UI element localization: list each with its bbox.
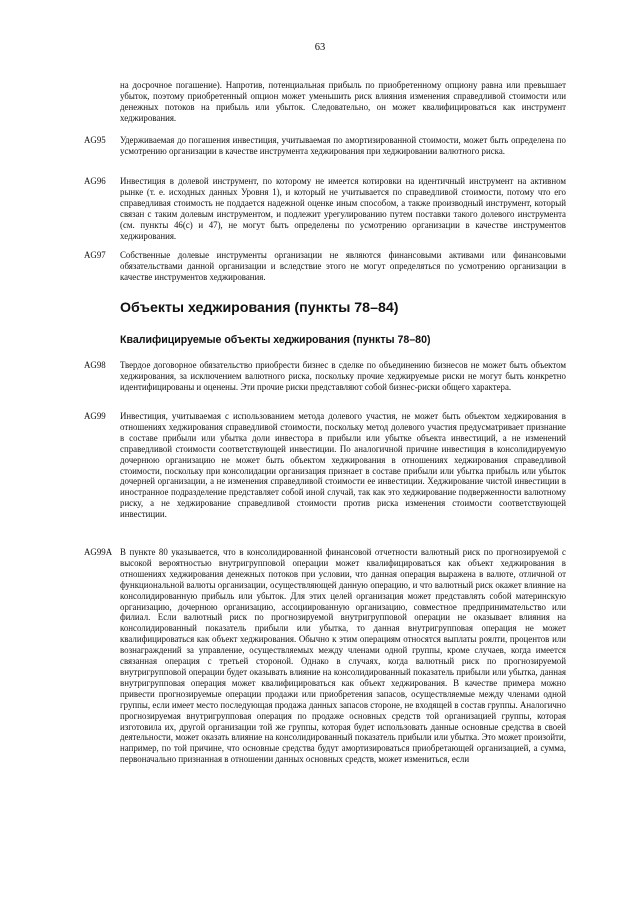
paragraph-number: AG96 <box>84 176 106 186</box>
paragraph-number: AG95 <box>84 135 106 145</box>
paragraph-text: В пункте 80 указывается, что в консолидированной финансовой отчетности валютный риск по прогнозируемой с высокой вероятностью внутригрупповой операции может квалифицироваться как объект хеджирования в отношениях хеджирования денежных потоков при условии, что данная операция выражена в валюте, отличной от функциональной валюты организации, осуществляющей данную операцию, и что валютный риск окажет влияние на консолидированную прибыль или убыток. Для этих целей организация может представлять собой материнскую организацию, дочернюю организацию, ассоциированную организацию, совместное предпринимательство или филиал. Если валютный риск по прогнозируемой внутригрупповой операции не оказывает влияния на консолидированный показатель прибыли или убытка, то данная внутригрупповая операция не может квалифицироваться как объект хеджирования. Обычно к этим операциям относятся выплаты роялти, процентов или вознаграждений за управление, осуществляемых между членами одной группы, кроме случаев, когда имеется связанная операция с третьей стороной. Однако в случаях, когда валютный риск по прогнозируемой внутригрупповой операции будет оказывать влияние на консолидированный показатель прибыли или убытка, данная внутригрупповая операция может квалифицироваться как объект хеджирования. В качестве примера можно привести прогнозируемые операции продажи или приобретения запасов, осуществляемые между членами одной группы, если имеет место последующая продажа данных запасов стороне, не входящей в состав группы. Аналогично прогнозируемая внутригрупповая операция по продаже основных средств той организацией группы, которая изготовила их, другой организации той же группы, которая будет использовать данные основные средства в своей деятельности, может оказать влияние на консолидированный показатель прибыли или убытка. Это может произойти, например, по той причине, что основные средства будут амортизироваться приобретающей организацией, а сумма, первоначально признанная в отношении данных основных средств, может измениться, если <box>120 547 566 765</box>
paragraph-ag95 <box>84 135 566 157</box>
paragraph-text: Инвестиция, учитываемая с использованием метода долевого участия, не может быть объектом хеджирования в отношениях хеджирования справедливой стоимости, поскольку метод долевого участия предусматривает признание в составе прибыли или убытка доли инвестора в прибыли или убытке объекта инвестиций, а не изменений справедливой стоимости соответствующей инвестиции. По аналогичной причине инвестиция в консолидируемую дочернюю организацию не может быть объектом хеджирования в отношениях хеджирования справедливой стоимости, поскольку при консолидации организация признает в составе прибыли или убытка прибыль или убыток дочерней организации, а не изменения справедливой стоимости ее инвестиции. Хеджирование чистой инвестиции в иностранное подразделение представляет собой иной случай, так как это хеджирование подверженности валютному риску, а не хеджирование справедливой стоимости против риска изменения стоимости соответствующей инвестиции. <box>120 411 566 520</box>
intro-paragraph <box>84 80 566 124</box>
subsection-heading: Квалифицируемые объекты хеджирования (пункты 78–80) <box>120 334 431 346</box>
intro-paragraph-block <box>84 80 566 124</box>
page-number: 63 <box>314 42 326 53</box>
paragraph-number: AG99A <box>84 547 113 557</box>
paragraph-ag96 <box>84 176 566 241</box>
intro-paragraph-text: на досрочное погашение). Напротив, потенциальная прибыль по приобретенному опциону равна или превышает убыток, поэтому приобретенный опцион может уменьшить риск влияния изменения справедливой стоимости или денежных потоков на прибыль или убыток. Следовательно, он может квалифицироваться как инструмент хеджирования. <box>120 80 566 123</box>
section-heading: Объекты хеджирования (пункты 78–84) <box>120 300 399 316</box>
paragraph-ag98 <box>84 360 566 393</box>
paragraph-text: Твердое договорное обязательство приобрести бизнес в сделке по объединению бизнесов не может быть объектом хеджирования, за исключением валютного риска, поскольку прочие хеджируемые риски не могут быть конкретно идентифицированы и оценены. Эти прочие риски представляют собой бизнес-риски общего характера. <box>120 360 566 392</box>
paragraph-ag99a <box>84 547 566 765</box>
paragraph-ag97 <box>84 250 566 283</box>
paragraph-number: AG99 <box>84 411 106 421</box>
paragraph-number: AG98 <box>84 360 106 370</box>
paragraph-ag99 <box>84 411 566 520</box>
paragraph-text: Инвестиция в долевой инструмент, по которому не имеется котировки на идентичный инструмент на активном рынке (т. е. исходных данных Уровня 1), и который не учитывается по справедливой стоимости, потому что его справедливая стоимость не поддается надежной оценке иным способом, а также производный инструмент, который связан с таким долевым инструментом, и подлежит урегулированию путем поставки такого долевого инструмента (см. пункты 46(с) и 47), не могут быть определены по усмотрению организации в качестве инструментов хеджирования. <box>120 176 566 241</box>
paragraph-text: Удерживаемая до погашения инвестиция, учитываемая по амортизированной стоимости, может быть определена по усмотрению организации в качестве инструмента хеджирования при хеджировании валютного риска. <box>120 135 566 156</box>
paragraph-number: AG97 <box>84 250 106 260</box>
paragraph-text: Собственные долевые инструменты организации не являются финансовыми активами или финансовыми обязательствами данной организации и вследствие этого не могут определяться по усмотрению организации в качестве инструментов хеджирования. <box>120 250 566 282</box>
